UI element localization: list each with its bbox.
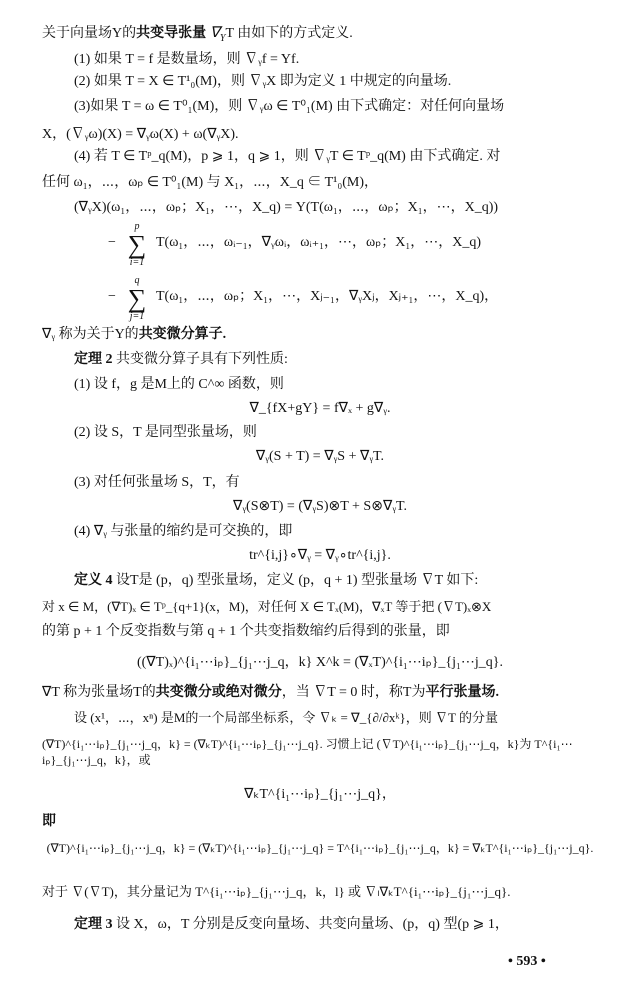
equation-line: T(ω₁，⋯，ωᵢ₋₁，∇ᵧωᵢ，ωᵢ₊₁，⋯，ωₚ；X₁，⋯，X_q) — [156, 235, 482, 250]
term-bold: 共变导张量 — [136, 26, 207, 41]
term-bold: 共变微分算子. — [138, 327, 227, 342]
sum-upper-limit: p — [134, 221, 140, 232]
text-line: 对 x ∈ M，(∇T)ₓ ∈ Tᵖ_{q+1}(x，M)，对任何 X ∈ Tₓ(M)，∇ₓT 等于把 (∇T)ₓ⊗X — [42, 599, 492, 614]
text-line: (2) 如果 T = X ∈ T¹₀(M)，则 ∇ᵧX 即为定义 1 中规定的向量场. — [74, 74, 452, 89]
text: ，当 ∇T = 0 时，称T为 — [281, 685, 426, 700]
text: 设 X，ω，T 分别是反变向量场、共变向量场、(p，q) 型(p ⩾ 1， — [112, 917, 509, 932]
equation-line: ((∇T)ₓ)^{i₁⋯iₚ}_{j₁⋯j_q，k} X^k = (∇ₓT)^{i₁⋯iₚ}_{j₁⋯j_q}. — [136, 655, 504, 670]
equation-line: tr^{i,j}∘∇ᵧ = ∇ᵧ∘tr^{i,j}. — [249, 548, 391, 563]
text-line: (4) 若 T ∈ Tᵖ_q(M)，p ⩾ 1，q ⩾ 1，则 ∇ᵧT ∈ Tᵖ_q(M) 由下式确定. 对 — [74, 149, 501, 164]
equation-line: ∇ᵧ(S + T) = ∇ᵧS + ∇ᵧT. — [255, 449, 385, 464]
term-bold: 共变微分或绝对微分 — [155, 685, 282, 700]
math: ∇ — [206, 25, 220, 41]
text-line: (3)如果 T = ω ∈ T⁰₁(M)，则 ∇ᵧω ∈ T⁰₁(M) 由下式确定：对任何向量场 — [74, 99, 505, 114]
sigma-symbol: ∑ — [127, 284, 147, 313]
minus-sign: − — [108, 235, 116, 250]
theorem-label: 定理 3 — [74, 917, 113, 932]
text-line — [42, 684, 616, 702]
equation-line: ∇ₖT^{i₁⋯iₚ}_{j₁⋯j_q}， — [244, 787, 396, 802]
text-line: (3) 对任何张量场 S，T，有 — [74, 475, 240, 490]
text-line: 任何 ω₁，⋯，ωₚ ∈ T⁰₁(M) 与 X₁，⋯，X_q ∈ T¹₀(M)， — [42, 175, 379, 190]
definition-label: 定义 4 — [74, 573, 113, 588]
theorem-heading — [74, 916, 616, 934]
equation-line: T(ω₁，⋯，ωₚ；X₁，⋯，Xⱼ₋₁，∇ᵧXⱼ，Xⱼ₊₁，⋯，X_q)， — [156, 289, 499, 304]
minus-sign: − — [108, 289, 116, 304]
sum-upper-limit: q — [134, 275, 140, 286]
theorem-heading — [74, 351, 616, 369]
text-line: 的第 p + 1 个反变指数与第 q + 1 个共变指数缩约后得到的张量，即 — [42, 624, 450, 639]
theorem-label: 定理 2 — [74, 352, 113, 367]
term-bold: 平行张量场. — [425, 685, 499, 700]
text: 设T是 (p，q) 型张量场，定义 (p，q + 1) 型张量场 ∇T 如下: — [112, 573, 479, 588]
text-line: X，(∇ᵧω)(X) = ∇ᵧω(X) + ω(∇ᵧX). — [42, 127, 239, 142]
text: T 由如下的方式定义. — [225, 26, 353, 41]
text-line: (∇T)^{i₁⋯iₚ}_{j₁⋯j_q，k} = (∇ₖT)^{i₁⋯iₚ}_{j₁⋯j_q}. 习惯上记 (∇T)^{i₁⋯iₚ}_{j₁⋯j_q，k}为 T^{i₁⋯iₚ}_{j₁⋯j_q，k}，或 — [42, 737, 573, 767]
sum-lower-limit: j=1 — [129, 311, 145, 322]
text-line — [42, 24, 616, 48]
text-line — [42, 326, 616, 344]
equation-line: ∇_{fX+gY} = f∇ₓ + g∇ᵧ. — [249, 401, 391, 416]
sigma-symbol: ∑ — [127, 230, 147, 259]
page-number: • 593 • — [508, 954, 546, 969]
text: 共变微分算子具有下列性质: — [112, 352, 288, 367]
text: ∇ᵧ 称为关于Y的 — [42, 327, 139, 342]
sum-lower-limit: i=1 — [129, 257, 145, 268]
text-line: 设 (x¹，⋯，xⁿ) 是M的一个局部坐标系，令 ∇ₖ = ∇_{∂/∂xᵏ}，则 ∇T 的分量 — [74, 710, 498, 725]
text-line: 对于 ∇(∇T)，其分量记为 T^{i₁⋯iₚ}_{j₁⋯j_q，k，l} 或 ∇ₗ∇ₖT^{i₁⋯iₚ}_{j₁⋯j_q}. — [42, 884, 511, 899]
text-line: (2) 设 S，T 是同型张量场，则 — [74, 425, 257, 440]
definition-heading — [74, 572, 616, 590]
text-line: 即 — [42, 814, 56, 829]
summation-symbol — [126, 276, 148, 322]
text: 关于向量场Y的 — [42, 26, 137, 41]
equation-line: (∇T)^{i₁⋯iₚ}_{j₁⋯j_q，k} = (∇ₖT)^{i₁⋯iₚ}_{j₁⋯j_q} = T^{i₁⋯iₚ}_{j₁⋯j_q，k} = ∇ₖT^{i₁⋯iₚ}_{j₁⋯j_q}. — [46, 841, 594, 855]
equation-line: ∇ᵧ(S⊗T) = (∇ᵧS)⊗T + S⊗∇ᵧT. — [232, 499, 408, 514]
summation-symbol — [126, 222, 148, 268]
equation-line: (∇ᵧX)(ω₁，⋯，ωₚ；X₁，⋯，X_q) = Y(T(ω₁，⋯，ωₚ；X₁，⋯，X_q)) — [74, 200, 499, 215]
text-line: (4) ∇ᵧ 与张量的缩约是可交换的，即 — [74, 524, 293, 539]
text-line: (1) 设 f，g 是M上的 C^∞ 函数，则 — [74, 377, 284, 392]
math: Y — [219, 32, 226, 44]
text-line: (1) 如果 T = f 是数量场，则 ∇ᵧf = Yf. — [74, 52, 300, 67]
text: ∇T 称为张量场T的 — [42, 685, 156, 700]
